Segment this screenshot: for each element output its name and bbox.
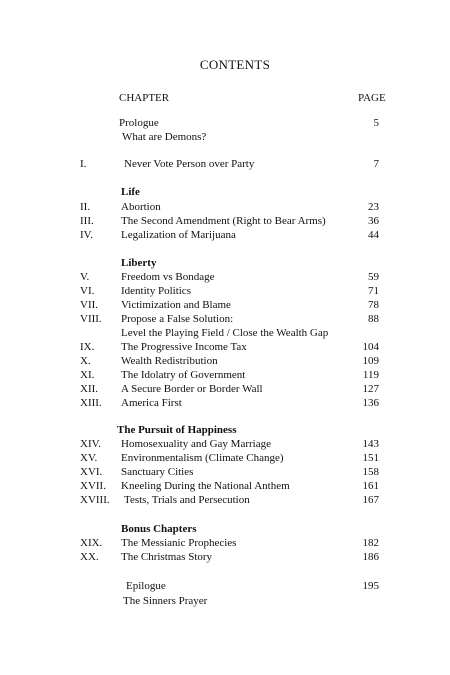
- chapter-page: 71: [368, 285, 379, 297]
- chapter-column-header: CHAPTER: [119, 92, 170, 104]
- chapter-number: XI.: [80, 369, 95, 381]
- chapter-title: Homosexuality and Gay Marriage: [121, 438, 271, 450]
- chapter-page: 136: [362, 397, 379, 409]
- chapter-title: Abortion: [121, 201, 161, 213]
- chapter-number: X.: [80, 355, 91, 367]
- chapter-title: Environmentalism (Climate Change): [121, 452, 284, 464]
- page-title: CONTENTS: [199, 57, 271, 72]
- epilogue-page: 195: [362, 580, 379, 592]
- prologue-page: 5: [373, 117, 379, 129]
- chapter-number: II.: [80, 201, 91, 213]
- chapter-title: Freedom vs Bondage: [121, 271, 215, 283]
- chapter-title: The Progressive Income Tax: [121, 341, 247, 353]
- chapter-title-continued: Level the Playing Field / Close the Wealth Gap: [121, 327, 329, 339]
- chapter-title: Legalization of Marijuana: [121, 229, 236, 241]
- section-heading-happiness: The Pursuit of Happiness: [117, 424, 237, 436]
- chapter-number: IV.: [80, 229, 93, 241]
- chapter-title: The Christmas Story: [121, 551, 213, 563]
- chapter-title: Tests, Trials and Persecution: [124, 494, 250, 506]
- chapter-title: The Messianic Prophecies: [121, 537, 237, 549]
- section-heading-life: Life: [121, 186, 140, 198]
- chapter-number: XIV.: [80, 438, 101, 450]
- chapter-number: XVIII.: [80, 494, 110, 506]
- section-heading-liberty: Liberty: [121, 257, 157, 269]
- chapter-number: XII.: [80, 383, 99, 395]
- chapter-page: 161: [362, 480, 379, 492]
- chapter-title: Never Vote Person over Party: [124, 158, 255, 170]
- chapter-title: Kneeling During the National Anthem: [121, 480, 290, 492]
- chapter-title: Victimization and Blame: [121, 299, 231, 311]
- chapter-title: America First: [121, 397, 182, 409]
- chapter-page: 23: [368, 201, 379, 213]
- chapter-page: 109: [362, 355, 379, 367]
- chapter-title: The Second Amendment (Right to Bear Arms): [121, 215, 326, 227]
- chapter-number: VI.: [80, 285, 95, 297]
- prologue-subtitle: What are Demons?: [122, 131, 207, 143]
- chapter-number: XV.: [80, 452, 98, 464]
- chapter-number: VIII.: [80, 313, 102, 325]
- chapter-page: 59: [368, 271, 379, 283]
- chapter-page: 167: [362, 494, 379, 506]
- chapter-number: VII.: [80, 299, 99, 311]
- prologue-title: Prologue: [119, 117, 159, 129]
- chapter-number: IX.: [80, 341, 95, 353]
- chapter-title: Identity Politics: [121, 285, 191, 297]
- chapter-page: 44: [368, 229, 379, 241]
- chapter-page: 119: [362, 369, 379, 381]
- chapter-page: 78: [368, 299, 379, 311]
- chapter-page: 151: [362, 452, 379, 464]
- chapter-page: 7: [373, 158, 379, 170]
- chapter-number: XIII.: [80, 397, 102, 409]
- chapter-page: 127: [362, 383, 379, 395]
- chapter-number: V.: [80, 271, 90, 283]
- chapter-number: I.: [80, 158, 87, 170]
- chapter-page: 158: [362, 466, 379, 478]
- chapter-page: 182: [362, 537, 379, 549]
- chapter-number: III.: [80, 215, 94, 227]
- chapter-title: Wealth Redistribution: [121, 355, 218, 367]
- section-heading-bonus: Bonus Chapters: [121, 523, 197, 535]
- chapter-page: 186: [362, 551, 379, 563]
- chapter-number: XVI.: [80, 466, 103, 478]
- epilogue-subtitle: The Sinners Prayer: [123, 595, 208, 607]
- chapter-title: Sanctuary Cities: [121, 466, 194, 478]
- chapter-page: 36: [368, 215, 379, 227]
- chapter-title: A Secure Border or Border Wall: [121, 383, 263, 395]
- chapter-title: Propose a False Solution:: [121, 313, 234, 325]
- chapter-number: XVII.: [80, 480, 106, 492]
- chapter-number: XX.: [80, 551, 99, 563]
- chapter-page: 88: [368, 313, 379, 325]
- chapter-title: The Idolatry of Government: [121, 369, 246, 381]
- chapter-number: XIX.: [80, 537, 103, 549]
- epilogue-title: Epilogue: [126, 580, 166, 592]
- chapter-page: 143: [362, 438, 379, 450]
- chapter-page: 104: [362, 341, 379, 353]
- page-column-header: PAGE: [358, 92, 386, 104]
